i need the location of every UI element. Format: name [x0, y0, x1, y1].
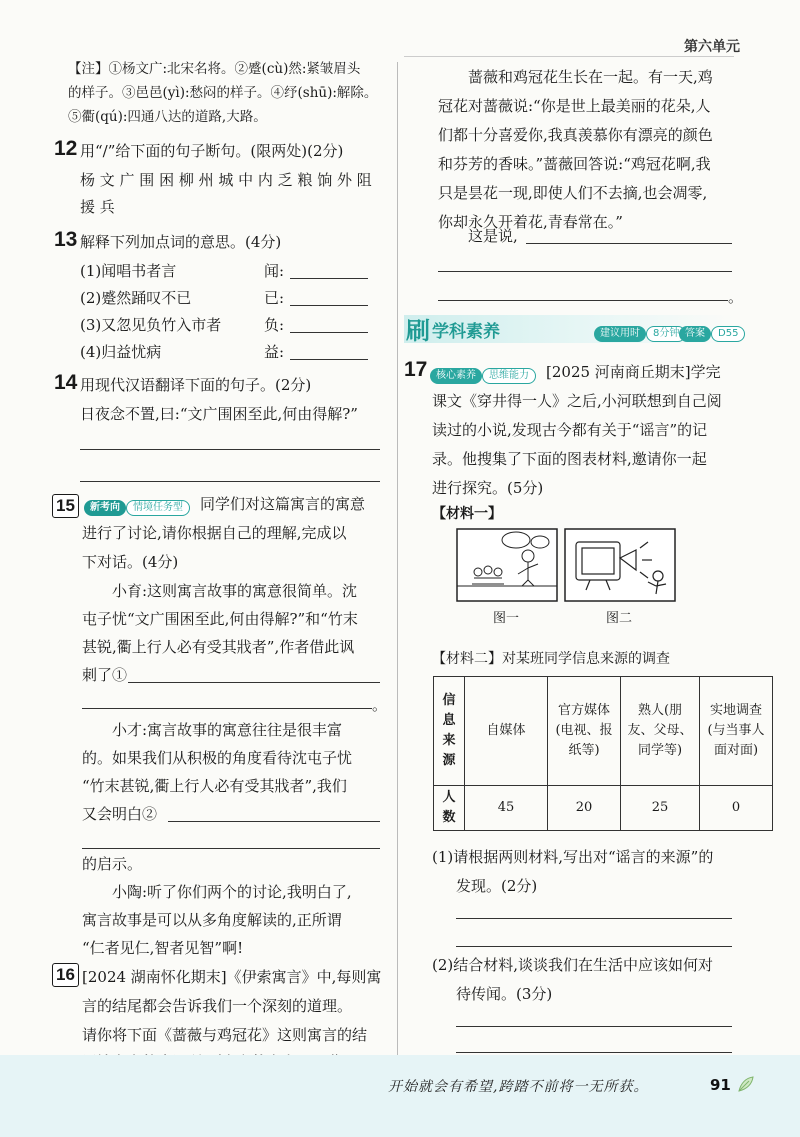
note-line-3: ⑤衢(qú):四通八达的道路,大路。 [68, 109, 267, 125]
header-cell-source: 信息来源 [434, 677, 465, 786]
q17-line-3: 读过的小说,发现古今都有关于“谣言”的记 [432, 421, 708, 439]
time-badge [594, 321, 686, 342]
sub1-answer-line-1[interactable] [456, 918, 732, 919]
q13-item-3: (3)又忽见负竹入市者 [80, 316, 222, 334]
task-type-badge: 情境任务型 [126, 500, 190, 516]
unit-label: 第六单元 [684, 39, 740, 55]
xiaotao-line-2: 寓言故事是可以从多角度解读的,正所谓 [82, 911, 342, 929]
story-line-1: 蔷薇和鸡冠花生长在一起。有一天,鸡 [468, 68, 713, 86]
q14-answer-line-1[interactable] [80, 449, 380, 450]
story-line-2: 冠花对蔷薇说:“你是世上最美丽的花朵,人 [438, 97, 711, 115]
xiaocai-line-2: 的。如果我们从积极的角度看待沈屯子忧 [82, 749, 353, 767]
new-direction-badge: 新考向 [84, 500, 126, 516]
q13-answer-3[interactable] [290, 332, 368, 333]
q15-badge [84, 495, 190, 516]
qishi-text: 的启示。 [82, 855, 143, 873]
zheshishuo-label: 这是说, [468, 227, 518, 245]
header-cell-acquaintance: 熟人(朋友、父母、同学等) [621, 677, 700, 786]
q15-blank-2a[interactable] [168, 821, 380, 822]
xiaotao-line-3: “仁者见仁,智者见智”啊! [82, 939, 244, 957]
page-number: 91 [710, 1076, 731, 1094]
sub2-line-2: 待传闻。(3分) [456, 985, 553, 1003]
q16-line-2: 言的结尾都会告诉我们一个深刻的道理。 [82, 997, 353, 1015]
value-official-media: 20 [548, 786, 621, 831]
q17-number: 17 [404, 358, 428, 381]
q14-number: 14 [54, 371, 78, 394]
q12-sentence-1: 杨 文 广 围 困 柳 州 城 中 内 乏 粮 饷 外 阻 [80, 171, 372, 189]
q15-blank-1b[interactable] [82, 708, 372, 709]
sub2-answer-line-2[interactable] [456, 1052, 732, 1053]
q15-line-2: 进行了讨论,请你根据自己的理解,完成以 [82, 524, 347, 542]
footer-band [0, 1055, 800, 1137]
q13-answer-2[interactable] [290, 305, 368, 306]
q13-item-1: (1)闻唱书者言 [80, 262, 177, 280]
q16-answer-line-3[interactable] [438, 300, 728, 301]
survey-table [433, 676, 773, 831]
figure-2-caption: 图二 [606, 611, 633, 626]
q13-title: 解释下列加点词的意思。(4分) [80, 233, 282, 251]
q13-item-3-word: 负: [264, 316, 285, 334]
story-line-4: 和芬芳的香味。”蔷薇回答说:“鸡冠花啊,我 [438, 155, 711, 173]
q17-line-5: 进行探究。(5分) [432, 479, 544, 497]
value-acquaintance: 25 [621, 786, 700, 831]
period-1: 。 [372, 696, 388, 714]
q15-line-3: 下对话。(4分) [82, 553, 179, 571]
answer-value: D55 [711, 326, 745, 342]
xiaoyu-line-1: 小育:这则寓言故事的寓意很简单。沈 [112, 582, 358, 600]
q17-badges [430, 363, 536, 384]
header-cell-official-media: 官方媒体(电视、报纸等) [548, 677, 621, 786]
xiaoyu-line-3: 甚锐,衢上行人必有受其戕者”,作者借此讽 [82, 638, 355, 656]
material-2-label: 【材料二】对某班同学信息来源的调查 [432, 651, 670, 667]
q16-answer-line-1[interactable] [526, 243, 732, 244]
q13-item-2-word: 已: [264, 289, 285, 307]
leaf-icon [736, 1074, 756, 1094]
sub2-line-1: (2)结合材料,谈谈我们在生活中应该如何对 [432, 956, 714, 974]
sub1-line-1: (1)请根据两则材料,写出对“谣言的来源”的 [432, 848, 714, 866]
table-row [434, 786, 773, 831]
q13-answer-4[interactable] [290, 359, 368, 360]
time-value: 8分钟 [646, 326, 686, 342]
figure-1-caption: 图一 [493, 611, 520, 626]
time-label: 建议用时 [594, 326, 646, 342]
note-line-1: 【注】①杨文广:北宋名将。②蹙(cù)然:紧皱眉头 [68, 61, 361, 77]
footer-motto: 开始就会有希望,跨踏不前将一无所获。 [388, 1079, 649, 1095]
answer-badge [679, 321, 745, 342]
q17-line-4: 录。他搜集了下面的图表材料,邀请你一起 [432, 450, 707, 468]
section-title: 学科素养 [432, 322, 500, 342]
q15-line-1: 同学们对这篇寓言的寓意 [200, 495, 366, 513]
q17-line-1: [2025 河南商丘期末]学完 [546, 363, 721, 381]
q14-title: 用现代汉语翻译下面的句子。(2分) [80, 376, 312, 394]
q13-item-1-word: 闻: [264, 262, 285, 280]
q15-blank-1a[interactable] [128, 682, 380, 683]
q12-sentence-2: 援 兵 [80, 198, 115, 216]
figure-1-image [456, 528, 558, 602]
sub2-answer-line-1[interactable] [456, 1026, 732, 1027]
sub1-answer-line-2[interactable] [456, 946, 732, 947]
column-divider [397, 62, 398, 1062]
sub1-line-2: 发现。(2分) [456, 877, 538, 895]
q12-title: 用“/”给下面的句子断句。(限两处)(2分) [80, 142, 344, 160]
q16-answer-line-2[interactable] [438, 271, 732, 272]
header-cell-self-media: 自媒体 [465, 677, 548, 786]
answer-label: 答案 [679, 326, 711, 342]
q15-blank-2b[interactable] [82, 848, 380, 849]
q13-item-4-word: 益: [264, 343, 285, 361]
value-field-survey: 0 [700, 786, 773, 831]
xiaotao-line-1: 小陶:听了你们两个的讨论,我明白了, [112, 883, 352, 901]
header-cell-field-survey: 实地调查(与当事人面对面) [700, 677, 773, 786]
q14-answer-line-2[interactable] [80, 481, 380, 482]
table-row [434, 677, 773, 786]
q13-answer-1[interactable] [290, 278, 368, 279]
xiaoyu-line-2: 屯子忧“文广围困至此,何由得解?”和“竹末 [82, 610, 358, 628]
core-literacy-badge: 核心素养 [430, 368, 482, 384]
q13-number: 13 [54, 228, 78, 251]
q16-line-3: 请你将下面《蔷薇与鸡冠花》这则寓言的结 [82, 1026, 368, 1044]
q14-sentence: 日夜念不置,曰:“文广围困至此,何由得解?” [80, 405, 358, 423]
thinking-ability-badge: 思维能力 [482, 368, 536, 384]
q13-item-4: (4)归益忧病 [80, 343, 162, 361]
header-rule [404, 56, 734, 57]
value-self-media: 45 [465, 786, 548, 831]
xiaocai-line-3: “竹末甚锐,衢上行人必有受其戕者”,我们 [82, 777, 347, 795]
material-1-label: 【材料一】 [432, 506, 502, 522]
xiaocai-line-1: 小才:寓言故事的寓意往往是很丰富 [112, 721, 343, 739]
q16-line-1: [2024 湖南怀化期末]《伊索寓言》中,每则寓 [82, 968, 382, 986]
q15-number: 15 [52, 494, 79, 518]
story-line-6: 你却永久开着花,青春常在。” [438, 213, 623, 231]
row-label-count: 人数 [434, 786, 465, 831]
note-line-2: 的样子。③邑邑(yì):愁闷的样子。④纾(shū):解除。 [68, 85, 378, 101]
q13-item-2: (2)蹙然踊叹不已 [80, 289, 192, 307]
xiaoyu-line-4: 刺了① [82, 666, 128, 684]
q12-number: 12 [54, 137, 78, 160]
q16-number: 16 [52, 963, 79, 987]
story-line-5: 只是昙花一现,即使人们不去摘,也会凋零, [438, 184, 708, 202]
story-line-3: 们都十分喜爱你,我真羡慕你有漂亮的颜色 [438, 126, 713, 144]
q17-line-2: 课文《穿井得一人》之后,小河联想到自己阅 [432, 392, 722, 410]
xiaocai-line-4: 又会明白② [82, 805, 158, 823]
brush-icon: 刷 [406, 317, 430, 345]
period-2: 。 [728, 288, 744, 306]
figure-2-image [564, 528, 676, 602]
